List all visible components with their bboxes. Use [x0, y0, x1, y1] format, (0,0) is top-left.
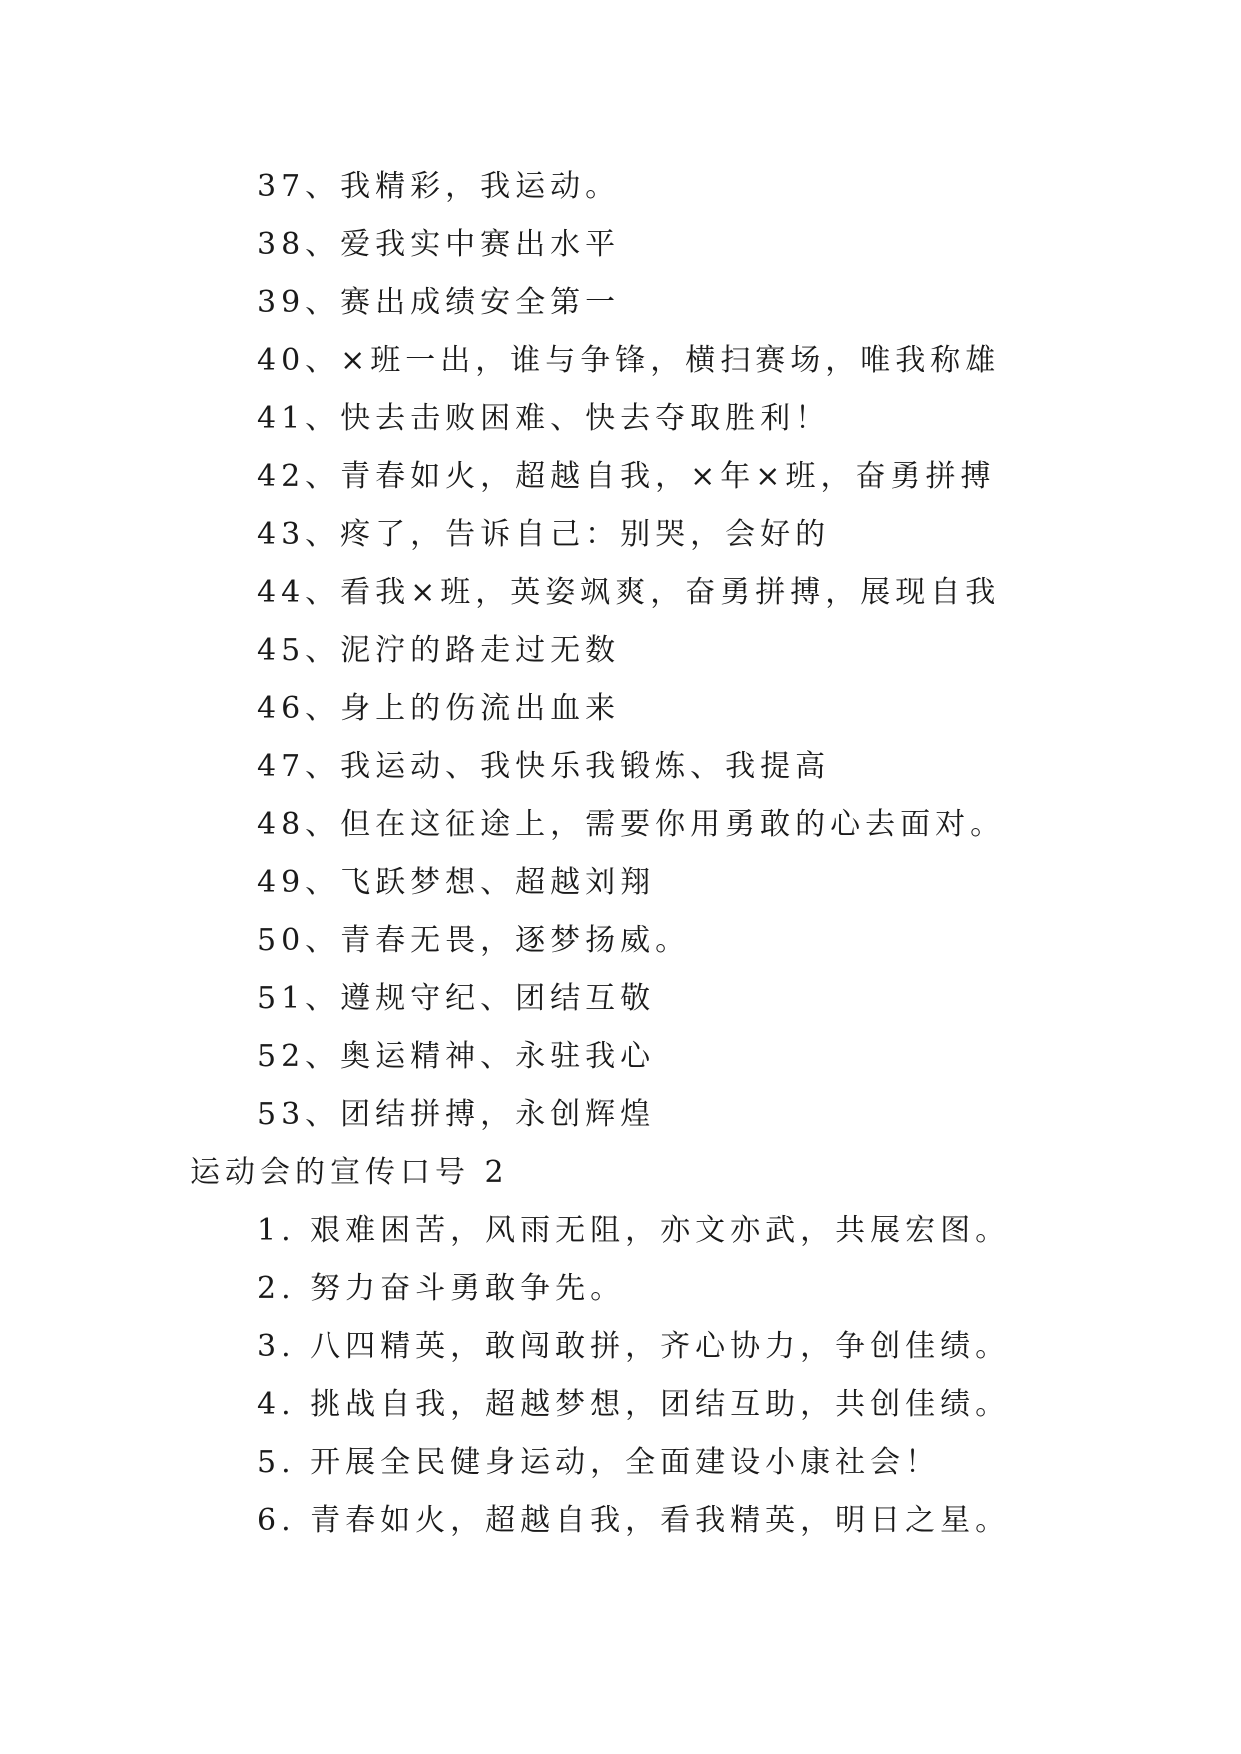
slogan-48: 48、但在这征途上，需要你用勇敢的心去面对。	[257, 807, 1006, 842]
slogan-43: 43、疼了，告诉自己：别哭，会好的	[257, 517, 831, 552]
slogan-2-6: 6. 青春如火，超越自我，看我精英，明日之星。	[257, 1503, 1011, 1538]
slogan-2-1: 1. 艰难困苦，风雨无阻，亦文亦武，共展宏图。	[257, 1213, 1011, 1248]
slogan-2-2: 2. 努力奋斗勇敢争先。	[257, 1271, 626, 1306]
slogan-38: 38、爱我实中赛出水平	[257, 227, 621, 262]
slogan-51: 51、遵规守纪、团结互敬	[257, 981, 656, 1016]
slogan-47: 47、我运动、我快乐我锻炼、我提高	[257, 749, 831, 784]
slogan-2-4: 4. 挑战自我，超越梦想，团结互助，共创佳绩。	[257, 1387, 1011, 1422]
slogan-39: 39、赛出成绩安全第一	[257, 285, 621, 320]
slogan-2-3: 3. 八四精英，敢闯敢拼，齐心协力，争创佳绩。	[257, 1329, 1011, 1364]
section-heading: 运动会的宣传口号 2	[190, 1155, 509, 1190]
slogan-44: 44、看我×班，英姿飒爽，奋勇拼搏，展现自我	[257, 575, 1001, 610]
slogan-41: 41、快去击败困难、快去夺取胜利！	[257, 401, 831, 436]
slogan-45: 45、泥泞的路走过无数	[257, 633, 621, 668]
slogan-42: 42、青春如火，超越自我，×年×班，奋勇拼搏	[257, 459, 996, 494]
slogan-46: 46、身上的伤流出血来	[257, 691, 621, 726]
slogan-37: 37、我精彩，我运动。	[257, 169, 621, 204]
slogan-50: 50、青春无畏，逐梦扬威。	[257, 923, 691, 958]
slogan-52: 52、奥运精神、永驻我心	[257, 1039, 656, 1074]
slogan-53: 53、团结拼搏，永创辉煌	[257, 1097, 656, 1132]
document-body	[0, 158, 1241, 1550]
slogan-40: 40、×班一出，谁与争锋，横扫赛场，唯我称雄	[257, 343, 1001, 378]
slogan-2-5: 5. 开展全民健身运动，全面建设小康社会！	[257, 1445, 941, 1480]
slogan-49: 49、飞跃梦想、超越刘翔	[257, 865, 656, 900]
